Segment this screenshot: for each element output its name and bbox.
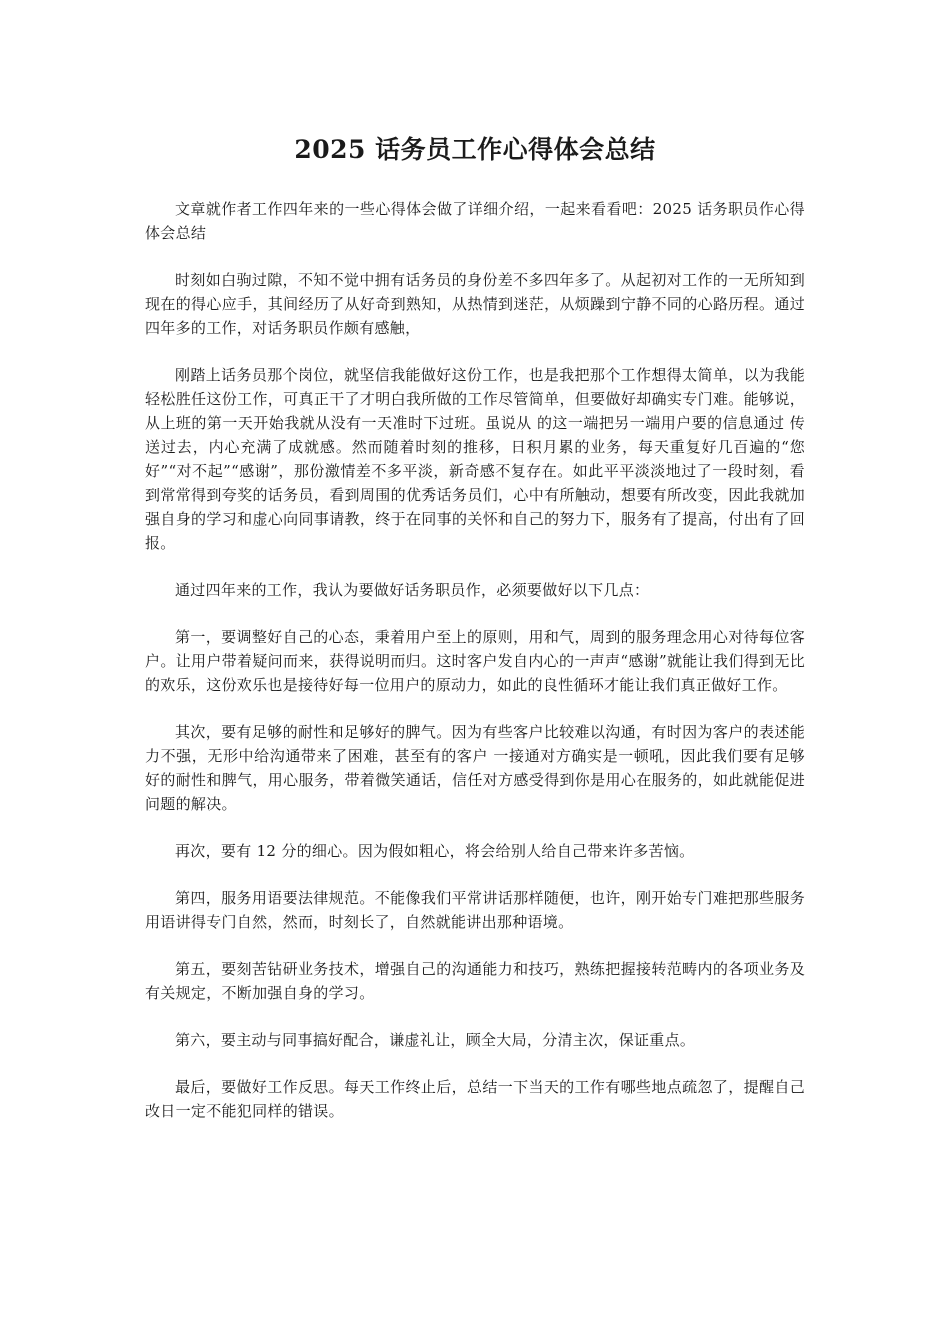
point-fourth-paragraph: 第四，服务用语要法律规范。不能像我们平常讲话那样随便，也许，刚开始专门难把那些服务用语讲得专门自然，然而，时刻长了，自然就能讲出那种语境。	[145, 889, 805, 931]
point-last-paragraph: 最后，要做好工作反思。每天工作终止后，总结一下当天的工作有哪些地点疏忽了，提醒自己改日一定不能犯同样的错误。	[145, 1078, 805, 1120]
point-fifth-paragraph: 第五，要刻苦钻研业务技术，增强自己的沟通能力和技巧，熟练把握接转范畴内的各项业务及有关规定，不断加强自身的学习。	[145, 960, 805, 1002]
body-paragraph-time: 时刻如白驹过隙，不知不觉中拥有话务员的身份差不多四年多了。从起初对工作的一无所知到现在的得心应手，其间经历了从好奇到熟知，从热情到迷茫，从烦躁到宁静不同的心路历程。通过四年多的工作，对话务职员作颇有感触，	[145, 271, 805, 337]
document-title: 2025 话务员工作心得体会总结	[294, 135, 656, 164]
point-first-paragraph: 第一，要调整好自己的心态，秉着用户至上的原则，用和气，周到的服务理念用心对待每位客户。让用户带着疑问而来，获得说明而归。这时客户发自内心的一声声“感谢”就能让我们得到无比的欢乐，这份欢乐也是接待好每一位用户的原动力，如此的良性循环才能让我们真正做好工作。	[145, 628, 805, 694]
body-paragraph-points-intro: 通过四年来的工作，我认为要做好话务职员作，必须要做好以下几点：	[175, 581, 650, 599]
document-body	[145, 197, 805, 1146]
point-second-paragraph: 其次，要有足够的耐性和足够好的脾气。因为有些客户比较难以沟通，有时因为客户的表述能力不强，无形中给沟通带来了困难，甚至有的客户 一接通对方确实是一顿吼，因此我们要有足够好的耐性和脾气，用心服务，带着微笑通话，信任对方感受得到你是用心在服务的，如此就能促进问题的解决。	[145, 723, 805, 813]
point-third-paragraph: 再次，要有 12 分的细心。因为假如粗心，将会给别人给自己带来许多苦恼。	[175, 842, 695, 860]
point-sixth-paragraph: 第六，要主动与同事搞好配合，谦虚礼让，顾全大局，分清主次，保证重点。	[175, 1031, 696, 1049]
intro-paragraph: 文章就作者工作四年来的一些心得体会做了详细介绍，一起来看看吧：2025 话务职员作心得体会总结	[145, 200, 805, 242]
body-paragraph-start: 刚踏上话务员那个岗位，就坚信我能做好这份工作，也是我把那个工作想得太简单，以为我能轻松胜任这份工作，可真正干了才明白我所做的工作尽管简单，但要做好却确实专门难。能够说，从上班的第一天开始我就从没有一天准时下过班。虽说从 的这一端把另一端用户要的信息通过 传送过去，内心充满了成就感。然而随着时刻的推移，日积月累的业务，每天重复好几百遍的“您好”“对不起”“感谢”，那份激情差不多平淡，新奇感不复存在。如此平平淡淡地过了一段时刻，看到常常得到夸奖的话务员，看到周围的优秀话务员们，心中有所触动，想要有所改变，因此我就加强自身的学习和虚心向同事请教，终于在同事的关怀和自己的努力下，服务有了提高，付出有了回报。	[145, 366, 805, 552]
